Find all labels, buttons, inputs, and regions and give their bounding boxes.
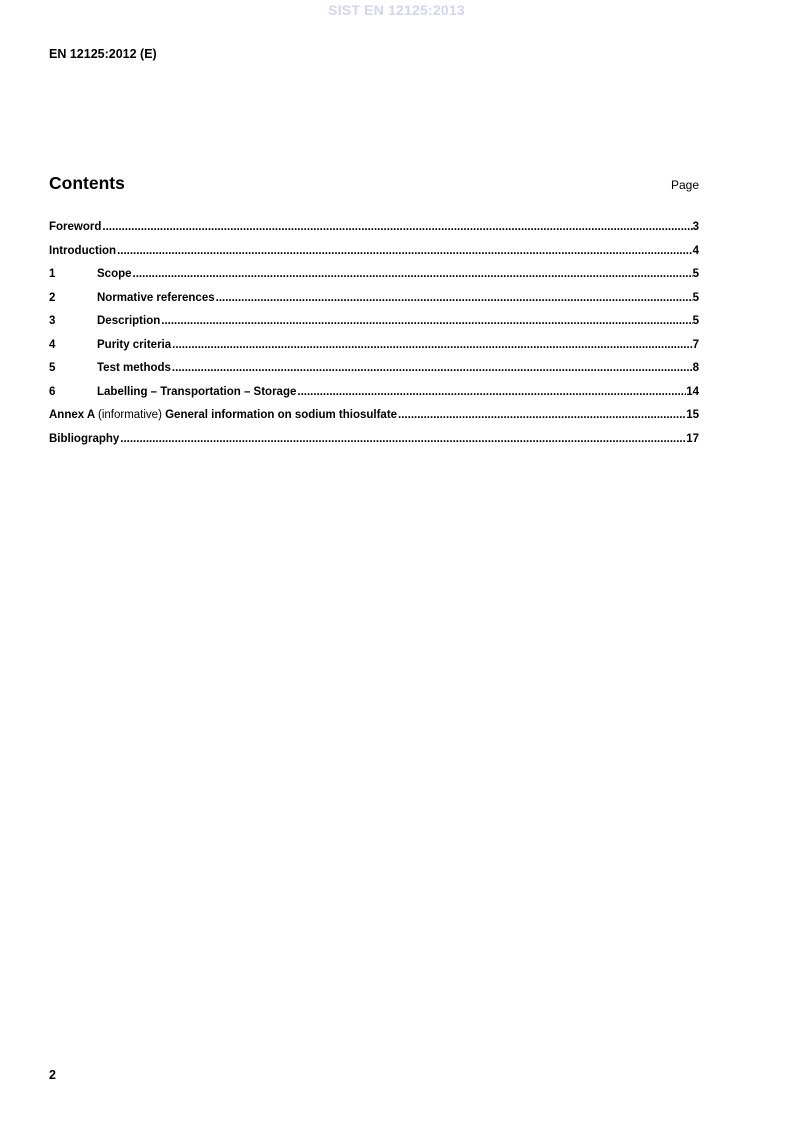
annex-label: Annex A	[49, 409, 95, 421]
document-identifier: EN 12125:2012 (E)	[49, 47, 157, 61]
dot-leader	[296, 386, 686, 398]
toc-entry-title: Test methods	[97, 362, 171, 374]
page-number: 2	[49, 1068, 56, 1082]
toc-entry-page: 3	[692, 221, 699, 233]
toc-entry-annex-a[interactable]	[49, 409, 699, 433]
toc-entry-number: 3	[49, 315, 56, 327]
toc-entry-page: 5	[692, 315, 699, 327]
dot-leader	[215, 292, 693, 304]
dot-leader	[397, 409, 686, 421]
dot-leader	[160, 315, 692, 327]
dot-leader	[119, 433, 686, 445]
toc-entry-title: Introduction	[49, 244, 117, 257]
toc-entry-purity-criteria[interactable]	[49, 339, 699, 363]
toc-entry-normative-references[interactable]	[49, 292, 699, 316]
watermark: SIST EN 12125:2013	[328, 2, 465, 18]
toc-entry-introduction[interactable]	[49, 245, 699, 269]
dot-leader	[171, 362, 693, 374]
toc-entry-bibliography[interactable]	[49, 433, 699, 457]
toc-entry-page: 14	[686, 385, 699, 398]
toc-entry-page: 4	[692, 244, 699, 257]
toc-entry-page: 5	[692, 268, 699, 280]
page-column-label: Page	[670, 178, 699, 192]
toc-entry-title	[49, 409, 397, 421]
toc-entry-scope[interactable]	[49, 268, 699, 292]
toc-entry-number: 6	[49, 385, 56, 398]
toc-entry-title: Scope	[97, 268, 132, 280]
toc-entry-page: 15	[686, 409, 699, 421]
toc-entry-title: Description	[97, 315, 161, 327]
toc-entry-number: 5	[49, 362, 56, 374]
toc-entry-page: 8	[692, 362, 699, 374]
toc-entry-description[interactable]	[49, 315, 699, 339]
toc-entry-title: Purity criteria	[97, 338, 172, 351]
toc-entry-test-methods[interactable]	[49, 362, 699, 386]
dot-leader	[132, 268, 693, 280]
dot-leader	[101, 221, 692, 233]
toc-entry-page: 7	[692, 338, 699, 351]
dot-leader	[116, 245, 693, 257]
toc-entry-title: Labelling – Transportation – Storage	[97, 385, 297, 398]
toc-entry-title: Normative references	[97, 291, 215, 304]
contents-heading: Contents	[49, 173, 125, 193]
toc-entry-title: Foreword	[49, 221, 102, 233]
table-of-contents	[49, 221, 699, 456]
toc-entry-foreword[interactable]	[49, 221, 699, 245]
toc-entry-page: 5	[692, 291, 699, 304]
toc-entry-title: Bibliography	[49, 432, 120, 445]
annex-title: General information on sodium thiosulfate	[165, 409, 398, 421]
annex-note: (informative)	[98, 409, 162, 421]
toc-entry-labelling[interactable]	[49, 386, 699, 410]
toc-entry-number: 4	[49, 338, 56, 351]
toc-entry-number: 1	[49, 268, 56, 280]
toc-entry-page: 17	[686, 432, 699, 445]
toc-entry-number: 2	[49, 291, 56, 304]
dot-leader	[171, 339, 692, 351]
